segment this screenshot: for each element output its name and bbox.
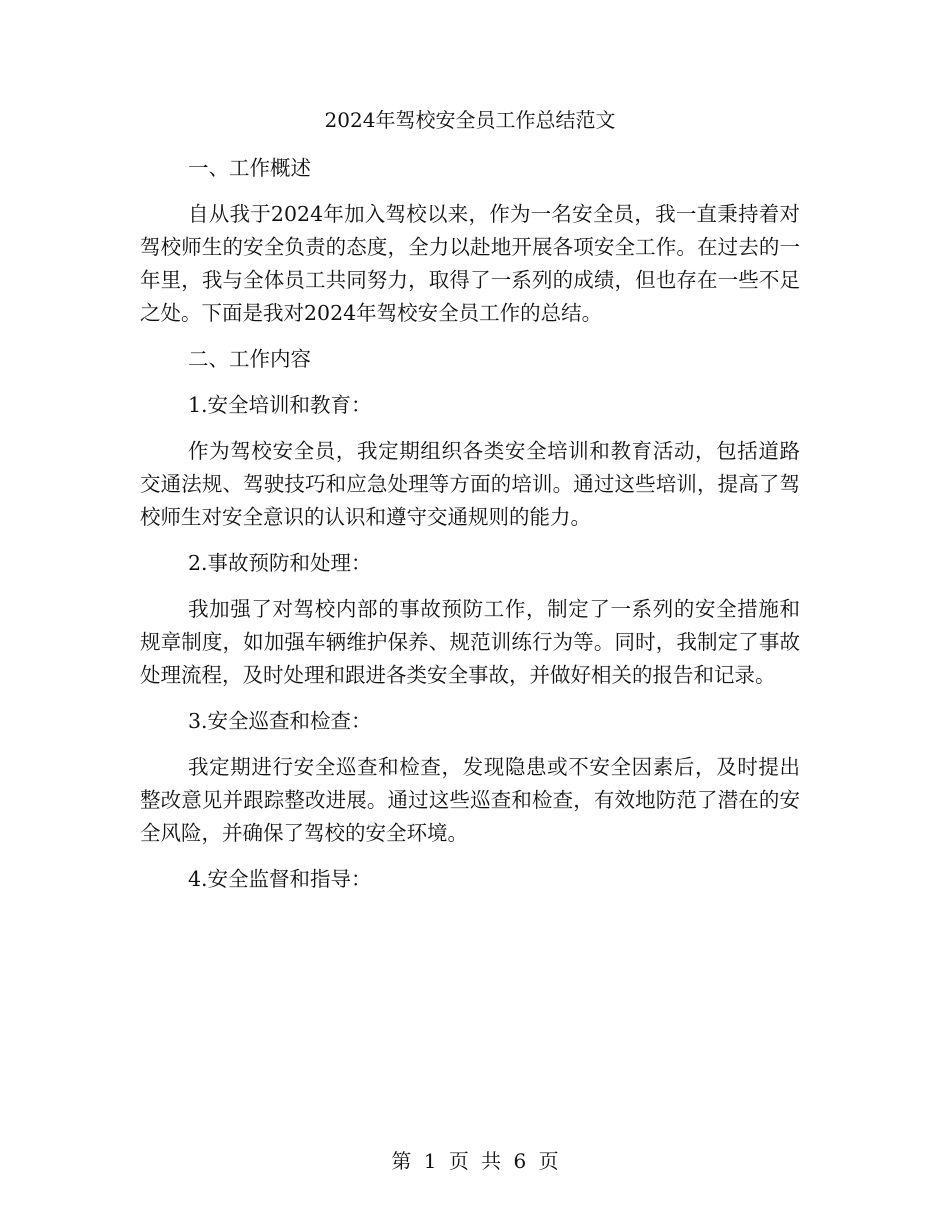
- page-footer: 第 1 页 共 6 页: [391, 1149, 559, 1173]
- item-heading-training: 1.安全培训和教育：: [188, 393, 372, 417]
- section-heading-content: 二、工作内容: [188, 347, 311, 371]
- document-title: 2024年驾校安全员工作总结范文: [324, 108, 616, 132]
- item-heading-inspection: 3.安全巡查和检查：: [188, 709, 372, 733]
- item-heading-supervision: 4.安全监督和指导：: [188, 867, 372, 891]
- document-body: [140, 104, 800, 909]
- training-paragraph: 作为驾校安全员，我定期组织各类安全培训和教育活动，包括道路交通法规、驾驶技巧和应急处理等方面的培训。通过这些培训，提高了驾校师生对安全意识的认识和遵守交通规则的能力。: [140, 439, 800, 529]
- accident-prevention-paragraph: 我加强了对驾校内部的事故预防工作，制定了一系列的安全措施和规章制度，如加强车辆维护保养、规范训练行为等。同时，我制定了事故处理流程，及时处理和跟进各类安全事故，并做好相关的报告和记录。: [140, 597, 800, 687]
- item-heading-accident-prevention: 2.事故预防和处理：: [188, 551, 372, 575]
- section-heading-overview: 一、工作概述: [188, 156, 311, 180]
- inspection-paragraph: 我定期进行安全巡查和检查，发现隐患或不安全因素后，及时提出整改意见并跟踪整改进展。通过这些巡查和检查，有效地防范了潜在的安全风险，并确保了驾校的安全环境。: [140, 755, 800, 845]
- overview-paragraph: 自从我于2024年加入驾校以来，作为一名安全员，我一直秉持着对驾校师生的安全负责的态度，全力以赴地开展各项安全工作。在过去的一年里，我与全体员工共同努力，取得了一系列的成绩，但也存在一些不足之处。下面是我对2024年驾校安全员工作的总结。: [140, 202, 800, 325]
